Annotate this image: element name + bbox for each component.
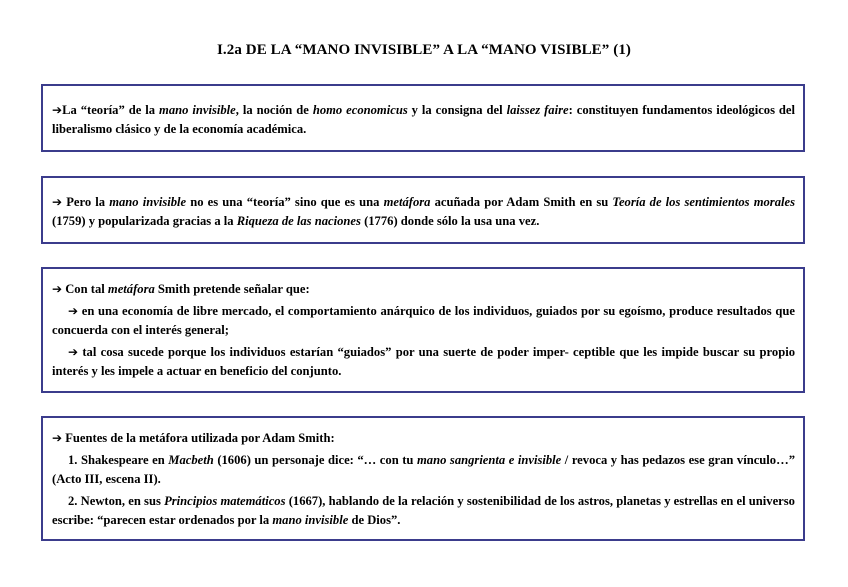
- arrow-right-icon: ➔: [68, 345, 79, 359]
- arrow-right-icon: ➔: [52, 282, 63, 296]
- box-smith-pretende: [41, 267, 805, 393]
- arrow-right-icon: ➔: [52, 431, 63, 445]
- arrow-right-icon: ➔: [68, 304, 79, 318]
- box3-heading: ➔ Con tal metáfora Smith pretende señalar que:: [52, 282, 310, 296]
- box-metafora-adam-smith: [41, 176, 805, 244]
- arrow-right-icon: ➔: [52, 195, 63, 209]
- box-mano-invisible-teoria: [41, 84, 805, 152]
- box4-source-2: 2. Newton, en sus Principios matemáticos (1667), hablando de la relación y sostenibilidad de los astros, planetas y estrellas en el universo escribe: “parecen estar ordenados por la mano invisible de Dios”.: [52, 494, 795, 527]
- page-title: I.2a DE LA “MANO INVISIBLE” A LA “MANO VISIBLE” (1): [216, 42, 632, 58]
- box4-heading: ➔ Fuentes de la metáfora utilizada por Adam Smith:: [52, 431, 335, 445]
- box2-text: ➔ Pero la mano invisible no es una “teoría” sino que es una metáfora acuñada por Adam Smith en su Teoría de los sentimientos morales (1759) y popularizada gracias a la Riqueza de las naciones (1776) donde sólo la usa una vez.: [52, 195, 795, 228]
- arrow-right-icon: ➔: [52, 103, 63, 117]
- box4-source-1: 1. Shakespeare en Macbeth (1606) un personaje dice: “… con tu mano sangrienta e invisible / revoca y has pedazos ese gran vínculo…” (Acto III, escena II).: [52, 453, 795, 486]
- box1-text: ➔La “teoría” de la mano invisible, la noción de homo economicus y la consigna del laissez faire: constituyen fundamentos ideológicos del liberalismo clásico y de la economía académica.: [52, 103, 796, 136]
- box-fuentes-metafora: [41, 416, 805, 541]
- box3-point-2: ➔ tal cosa sucede porque los individuos estarían “guiados” por una suerte de poder imper- ceptible que les impide buscar su propio interés y les impele a actuar en beneficio del conjunto.: [52, 345, 795, 378]
- box3-point-1: ➔ en una economía de libre mercado, el comportamiento anárquico de los individuos, guiados por su egoísmo, produce resultados que concuerda con el interés general;: [52, 304, 795, 337]
